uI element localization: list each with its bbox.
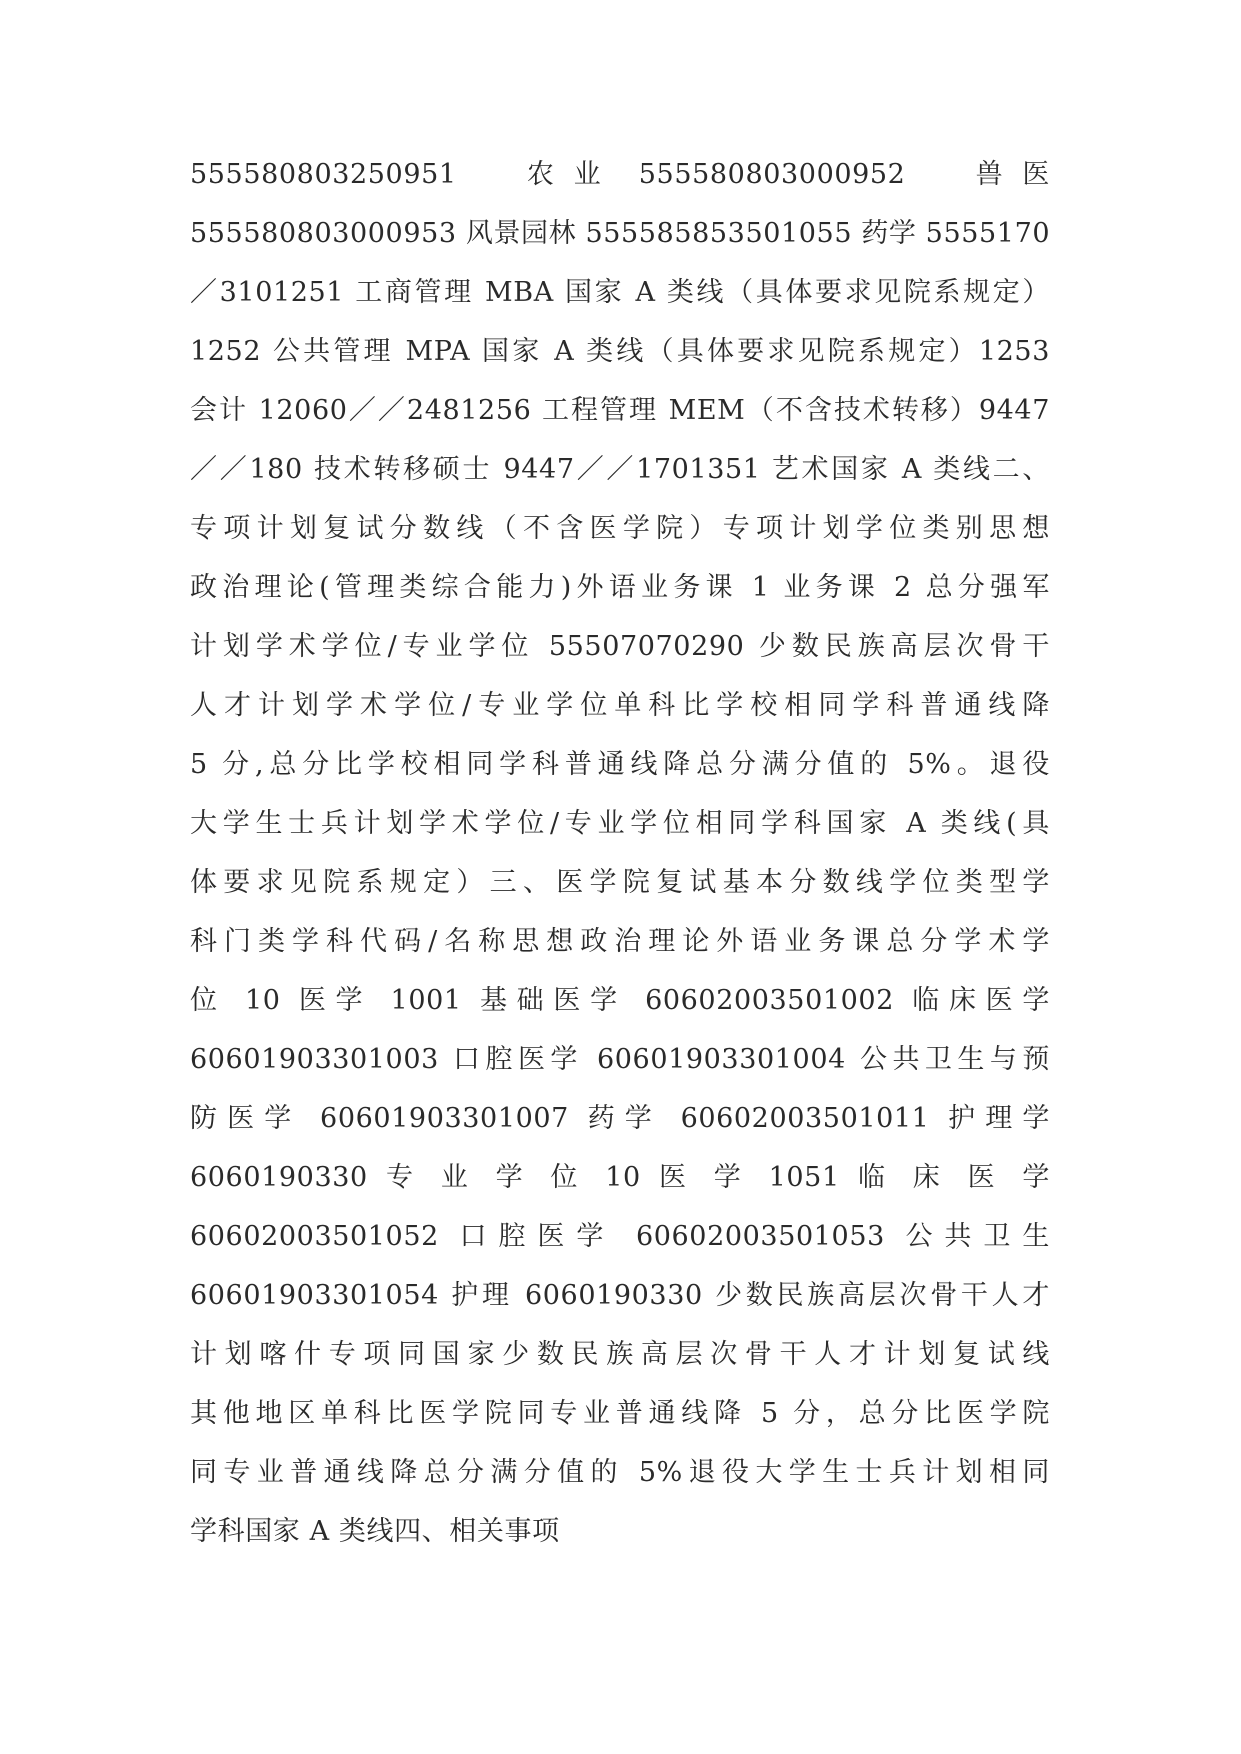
text-line-23: 同专业普通线降总分满分值的 5%退役大学生士兵计划相同: [190, 1457, 1050, 1488]
text-line-7: 专项计划复试分数线（不含医学院）专项计划学位类别思想: [190, 513, 1050, 544]
text-line-9: 计划学术学位/专业学位 55507070290 少数民族高层次骨干: [190, 631, 1050, 662]
text-line-16: 60601903301003 口腔医学 60601903301004 公共卫生与预: [190, 1044, 1050, 1075]
text-line-15: 位 10 医学 1001 基础医学 60602003501002 临床医学: [190, 985, 1050, 1016]
text-line-11: 5 分,总分比学校相同学科普通线降总分满分值的 5%。退役: [190, 749, 1050, 780]
text-line-3: ／3101251 工商管理 MBA 国家 A 类线（具体要求见院系规定）: [190, 277, 1050, 308]
text-line-14: 科门类学科代码/名称思想政治理论外语业务课总分学术学: [190, 926, 1050, 957]
text-line-24: 学科国家 A 类线四、相关事项: [190, 1516, 560, 1547]
text-line-1: 555580803250951 农 业 555580803000952 兽 医: [190, 159, 1050, 190]
text-line-6: ／／180 技术转移硕士 9447／／1701351 艺术国家 A 类线二、: [190, 454, 1050, 485]
text-line-5: 会计 12060／／2481256 工程管理 MEM（不含技术转移）9447: [190, 395, 1050, 426]
text-line-8: 政治理论(管理类综合能力)外语业务课 1 业务课 2 总分强军: [190, 572, 1050, 603]
text-line-2: 555580803000953 风景园林 555585853501055 药学 5555170: [190, 218, 1051, 249]
text-line-20: 60601903301054 护理 6060190330 少数民族高层次骨干人才: [190, 1280, 1050, 1311]
text-line-12: 大学生士兵计划学术学位/专业学位相同学科国家 A 类线(具: [190, 808, 1050, 839]
text-line-10: 人才计划学术学位/专业学位单科比学校相同学科普通线降: [190, 690, 1050, 721]
document-body: [190, 160, 1050, 1576]
text-line-4: 1252 公共管理 MPA 国家 A 类线（具体要求见院系规定）1253: [190, 336, 1050, 367]
text-line-22: 其他地区单科比医学院同专业普通线降 5 分，总分比医学院: [190, 1398, 1050, 1429]
text-line-18: 6060190330 专 业 学 位 10 医 学 1051 临 床 医 学: [190, 1162, 1050, 1193]
text-line-13: 体要求见院系规定）三、医学院复试基本分数线学位类型学: [190, 867, 1050, 898]
text-line-17: 防医学 60601903301007 药学 60602003501011 护理学: [190, 1103, 1050, 1134]
text-line-19: 60602003501052 口腔医学 60602003501053 公共卫生: [190, 1221, 1050, 1252]
text-line-21: 计划喀什专项同国家少数民族高层次骨干人才计划复试线: [190, 1339, 1050, 1370]
